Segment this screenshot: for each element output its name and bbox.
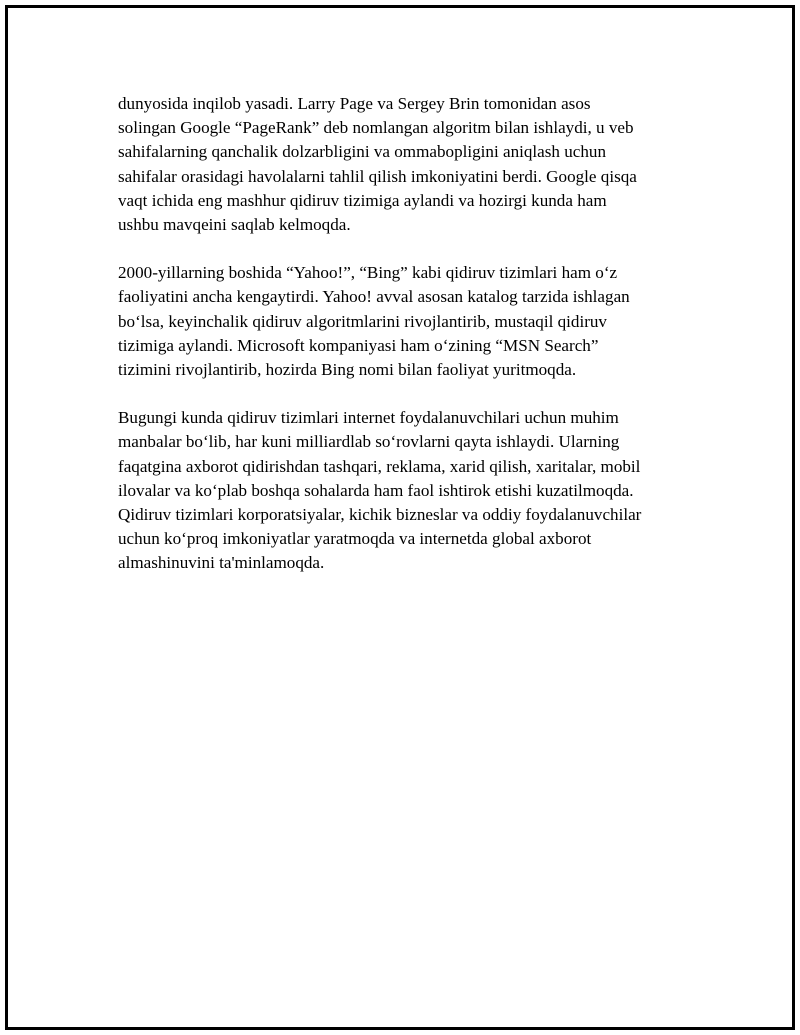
- paragraph-yahoo-bing: 2000-yillarning boshida “Yahoo!”, “Bing” kabi qidiruv tizimlari ham o‘z faoliyatini ancha kengaytirdi. Yahoo! avval asosan katalog tarzida ishlagan bo‘lsa, keyinchalik qidiruv algoritmlarini rivojlantirib, mustaqil qidiruv tizimiga aylandi. Microsoft kompaniyasi ham o‘zining “MSN Search” tizimini rivojlantirib, hozirda Bing nomi bilan faoliyat yuritmoqda.: [118, 263, 630, 380]
- paragraph-google: dunyosida inqilob yasadi. Larry Page va Sergey Brin tomonidan asos solingan Google “PageRank” deb nomlangan algoritm bilan ishlaydi, u veb sahifalarning qanchalik dolzarbligini va ommabopligini aniqlash uchun sahifalar orasidagi havolalarni tahlil qilish imkoniyatini berdi. Google qisqa vaqt ichida eng mashhur qidiruv tizimiga aylandi va hozirgi kunda ham ushbu mavqeini saqlab kelmoqda.: [118, 94, 637, 235]
- paragraph-today: Bugungi kunda qidiruv tizimlari internet foydalanuvchilari uchun muhim manbalar bo‘lib, har kuni milliardlab so‘rovlarni qayta ishlaydi. Ularning faqatgina axborot qidirishdan tashqari, reklama, xarid qilish, xaritalar, mobil ilovalar va ko‘plab boshqa sohalarda ham faol ishtirok etishi kuzatilmoqda. Qidiruv tizimlari korporatsiyalar, kichik bizneslar va oddiy foydalanuvchilar uchun ko‘proq imkoniyatlar yaratmoqda va internetda global axborot almashinuvini ta'minlamoqda.: [118, 408, 642, 573]
- document-body: [118, 92, 698, 600]
